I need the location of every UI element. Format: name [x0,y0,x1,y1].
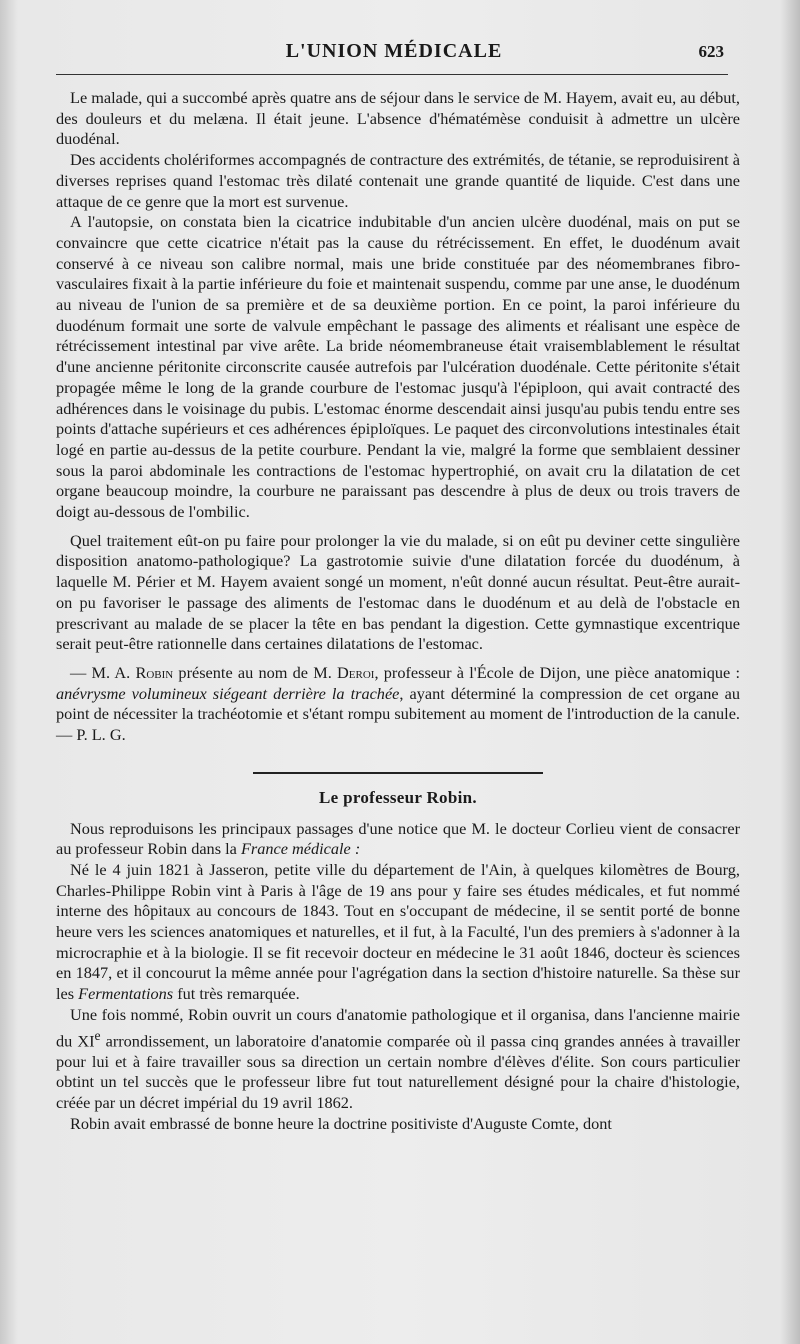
paragraph-accidents: Des accidents cholériformes accompagnés de contracture des extrémités, de tétanie, se reproduisirent à diverses reprises quand l'estomac très dilaté contenait une grande quantité de liquide. C'est dans une attaque de ce genre que la mort est survenue. [56,150,740,211]
section-intro [56,819,740,860]
paragraph-case-history: Le malade, qui a succombé après quatre ans de séjour dans le service de M. Hayem, avait eu, au début, des douleurs et du melæna. Il était jeune. L'absence d'hématémèse conduisit à admettre un ulcère duodénal. [56,88,740,149]
note-mid2: , professeur à l'École de Dijon, une pièce anatomique : [374,662,741,682]
note-mid1: présente au nom de M. [173,662,338,682]
bio1-thesis-title: Fermentations [78,984,174,1004]
page-header [56,30,732,70]
paragraph-autopsy: A l'autopsie, on constata bien la cicatrice indubitable d'un ancien ulcère duodénal, mais on put se convaincre que cette cicatrice n'était pas la cause du rétrécissement. En effet, le duodénum avait conservé à ce niveau son calibre normal, mais une bride constituée par des néomembranes fibro-vasculaires fixait à la partie inférieure du foie et maintenait suspendu, comme par une anse, le duodénum au niveau de l'union de sa première et de sa deuxième portion. En ce point, la paroi inférieure du duodénum formait une sorte de valvule empêchant le passage des aliments et réalisant une espèce de rétrécissement intestinal par vive arête. La bride néomembraneuse était vraisemblablement le résultat d'une ancienne péritonite circonscrite causée autrefois par l'ulcération duodénale. Cette péritonite s'était propagée même le long de la grande courbure de l'estomac jusqu'à l'épiploon, qui avait contracté des adhérences dans le voisinage du pubis. L'estomac énorme descendait ainsi jusqu'au pubis tendu entre ses points d'attache supérieurs et ces adhérences épiploïques. Le paquet des circonvolutions intestinales était logé en partie au-dessus de la petite courbure. Pendant la vie, malgré la forme que semblaient dessiner sous la paroi abdominale les contractions de l'estomac hypertrophié, on avait cru la dilatation de cet organe beaucoup moindre, la courbure ne paraissant pas descendre à plus de deux ou trois travers de doigt au-dessous de l'ombilic. [56,212,740,522]
note-specimen-title: anévrysme volumineux siégeant derrière la trachée [56,683,400,703]
section-separator [253,772,543,774]
body-text [56,88,740,1134]
bio1-text: Né le 4 juin 1821 à Jasseron, petite ville du département de l'Ain, à quelques kilomètres de Bourg, Charles-Philippe Robin vint à Paris à l'âge de 19 ans pour y faire ses études médicales, et fut nommé interne des hôpitaux au concours de 1843. Tout en s'occupant de médecine, il se sentit porté de bonne heure vers les sciences anatomiques et naturelles, et il fut, à la Faculté, l'un des premiers à s'adonner à la microcraphie et à la biologie. Il se fit recevoir docteur en médecine le 31 août 1846, docteur ès sciences en 1847, et il concourut la même année pour l'agrégation dans la section d'histoire naturelle. Sa thèse sur les [56,859,740,1004]
paragraph-treatment: Quel traitement eût-on pu faire pour prolonger la vie du malade, si on eût pu deviner cette singulière disposition anatomo-pathologique? La gastrotomie suivie d'une dilatation forcée du duodénum, à laquelle M. Périer et M. Hayem avaient songé un moment, n'eût donné aucun résultat. Peut-être aurait-on pu favoriser le passage des aliments de l'estomac dans le duodénum et au delà de l'obstacle en prescrivant au malade de se placer la tête en bas pendant la digestion. Cette gymnastique excentrique serait peut-être rationnelle dans certaines dilatations de l'estomac. [56,530,740,654]
biography-paragraph-3: Robin avait embrassé de bonne heure la doctrine positiviste d'Auguste Comte, dont [70,1113,612,1133]
running-title: L'UNION MÉDICALE [285,40,503,62]
biography-paragraph-2 [56,1005,740,1114]
bio2-text-a: Une fois nommé, Robin ouvrit un cours d'anatomie pathologique et il organisa, dans l'ancienne mairie du XI [56,1004,740,1050]
bio1-end: fut très remarquée. [173,984,300,1004]
biography-paragraph-1 [56,860,740,1005]
page-number: 623 [698,42,724,61]
note-prefix: — M. A. [70,662,136,682]
communication-note [56,663,740,746]
note-name-robin: Robin [135,662,174,682]
note-name-deroi: Deroi [337,662,375,682]
bio2-text-b: arrondissement, un laboratoire d'anatomie comparée où il passa cinq grandes années à travailler pour lui et à faire travailler sous sa direction un certain nombre d'élèves d'élite. Son cours particulier obtint un tel succès que le professeur libre fut tout naturellement désigné pour la chaire d'histologie, créée par un décret impérial du 19 avril 1862. [56,1030,741,1113]
section-title: Le professeur Robin. [319,787,477,807]
bio2-sup: e [94,1027,101,1043]
header-rule [56,74,728,75]
note-suffix: , ayant déterminé la compression de cet organe au point de nécessiter la trachéotomie et s'étant rompu subitement au moment de l'introduction de la canule. — P. L. G. [56,683,740,745]
intro-text: Nous reproduisons les principaux passages d'une notice que M. le docteur Corlieu vient de consacrer au professeur Robin dans la [56,818,740,859]
intro-source: France médicale : [240,839,361,859]
